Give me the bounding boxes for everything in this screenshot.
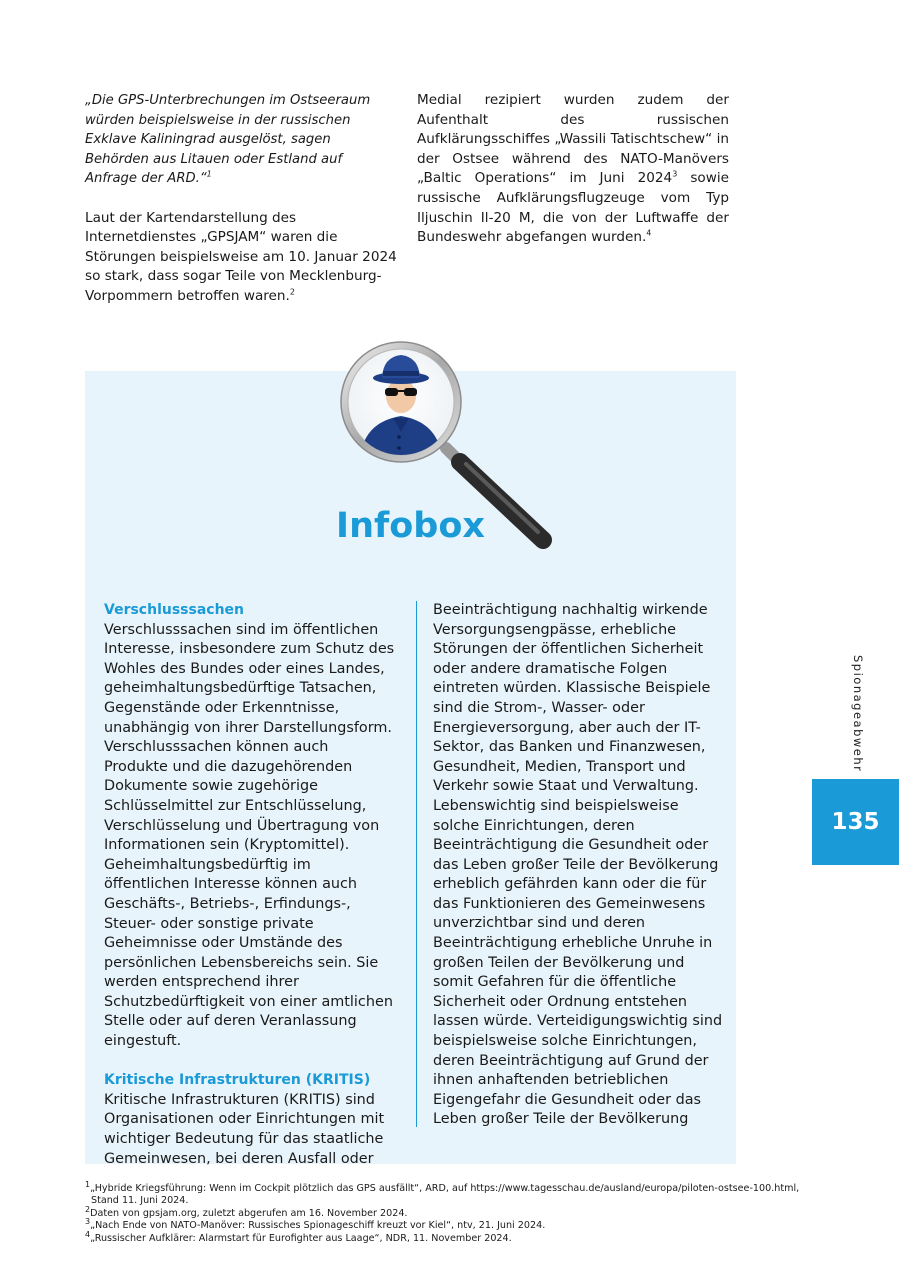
section-text-kritis-continued: Beeinträchtigung nachhaltig wirkende Versorgungsengpässe, erhebliche Störungen der öffentlichen Sicherheit oder andere dramatische Folgen eintreten würden. Klassische Beispiele sind die Strom-, Wasser- oder Energieversorgung, aber auch der IT-Sektor, das Banken und Finanzwesen, Gesundheit, Medien, Transport und Verkehr sowie Staat und Verwaltung. Lebenswichtig sind beispielsweise solche Einrichtungen, deren Beeinträchtigung die Gesundheit oder das Leben großer Teile der Bevölkerung erheblich gefährden kann oder die für das Funktionieren des Gemeinwesens unverzichtbar sind und deren Beeinträchtigung erhebliche Unruhe in großen Teilen der Bevölkerung und somit Gefahren für die öffentliche Sicherheit oder Ordnung entstehen lassen würde. Verteidigungswichtig sind beispielsweise solche Einrichtungen, deren Beeinträchtigung auf Grund der ihnen anhaftenden betrieblichen Eigengefahr die Gesundheit oder das Leben großer Teile der Bevölkerung (433, 601, 723, 1128)
page-number-tab: 135 (812, 779, 899, 865)
footnote-2: $^2$Daten von gpsjam.org, zuletzt abgerufen am 16. November 2024. (85, 1204, 408, 1219)
footnote-ref-2[interactable]: 2 (289, 287, 295, 297)
media-paragraph: Medial rezipiert wurden zudem der Aufenthalt des russischen Aufklärungsschiffes „Wassili Tatischtschew“ in der Ostsee während des NATO-Manövers „Baltic Operations“ im Juni 2024$^3$ sowie russische Aufklärungsflugzeuge vom Typ Iljuschin Il-20 M, die von der Luftwaffe der Bundeswehr abgefangen wurden.$^4$ (417, 92, 729, 246)
section-text-kritis: Kritische Infrastrukturen (KRITIS) sind Organisationen oder Einrichtungen mit wichtiger Bedeutung für das staatliche Gemeinwesen, bei deren Ausfall oder (104, 1091, 385, 1167)
top-left-column (85, 91, 397, 307)
infobox-title: Infobox (336, 506, 485, 546)
section-text-verschlusssachen: Verschlusssachen sind im öffentlichen Interesse, insbesondere zum Schutz des Wohles des Bundes oder eines Landes, geheimhaltungsbedürftige Tatsachen, Gegenstände oder Erkenntnisse, unabhängig von ihrer Darstellungsform. Verschlusssachen können auch Produkte und die dazugehörenden Dokumente sowie zugehörige Schlüsselmittel zur Entschlüsselung, Verschlüsselung und Übertragung von Informationen sein (Kryptomittel). Geheimhaltungsbedürftig im öffentlichen Interesse können auch Geschäfts-, Betriebs-, Erfindungs-, Steuer- oder sonstige private Geheimnisse oder Umstände des persönlichen Lebensbereichs sein. Sie werden entsprechend ihrer Schutzbedürftigkeit von einer amtlichen Stelle oder auf deren Veranlassung eingestuft. (104, 621, 395, 1050)
footnote-1-continued: Stand 11. Juni 2024. (91, 1195, 189, 1207)
intro-quote: „Die GPS-Unterbrechungen im Ostseeraum würden beispielsweise in der russischen Exklave Kaliningrad ausgelöst, sagen Behörden aus Litauen oder Estland auf Anfrage der ARD.“$^1$ (85, 93, 371, 187)
footnote-4: $^4$„Russischer Aufklärer: Alarmstart für Eurofighter aus Laage“, NDR, 11. November 2024. (85, 1229, 512, 1244)
footnotes (85, 1179, 815, 1245)
infobox-left-column (104, 601, 396, 1169)
section-heading-verschlusssachen: Verschlusssachen (104, 602, 245, 618)
footnote-3: $^3$„Nach Ende von NATO-Manöver: Russisches Spionageschiff kreuzt vor Kiel“, ntv, 21. Juni 2024. (85, 1217, 546, 1232)
spy-magnifier-icon (338, 340, 558, 555)
section-label: Spionageabwehr (851, 655, 865, 773)
column-divider (416, 601, 417, 1127)
section-heading-kritis: Kritische Infrastrukturen (KRITIS) (104, 1072, 371, 1089)
footnote-ref-4[interactable]: 4 (646, 228, 652, 238)
infobox-right-column (433, 601, 723, 1128)
top-right-column (417, 91, 729, 248)
footnote-ref-3[interactable]: 3 (672, 169, 678, 179)
gpsjam-paragraph: Laut der Kartendarstellung des Internetdienstes „GPSJAM“ waren die Störungen beispielsweise am 10. Januar 2024 so stark, dass sogar Teile von Mecklenburg-Vorpommern betroffen waren.$^2$ (85, 209, 397, 304)
footnote-ref-1[interactable]: 1 (206, 169, 212, 179)
footnote-1: $^1$„Hybride Kriegsführung: Wenn im Cockpit plötzlich das GPS ausfällt“, ARD, auf https://www.tagesschau.de/ausland/europa/piloten-ostsee-100.html, (85, 1179, 800, 1194)
